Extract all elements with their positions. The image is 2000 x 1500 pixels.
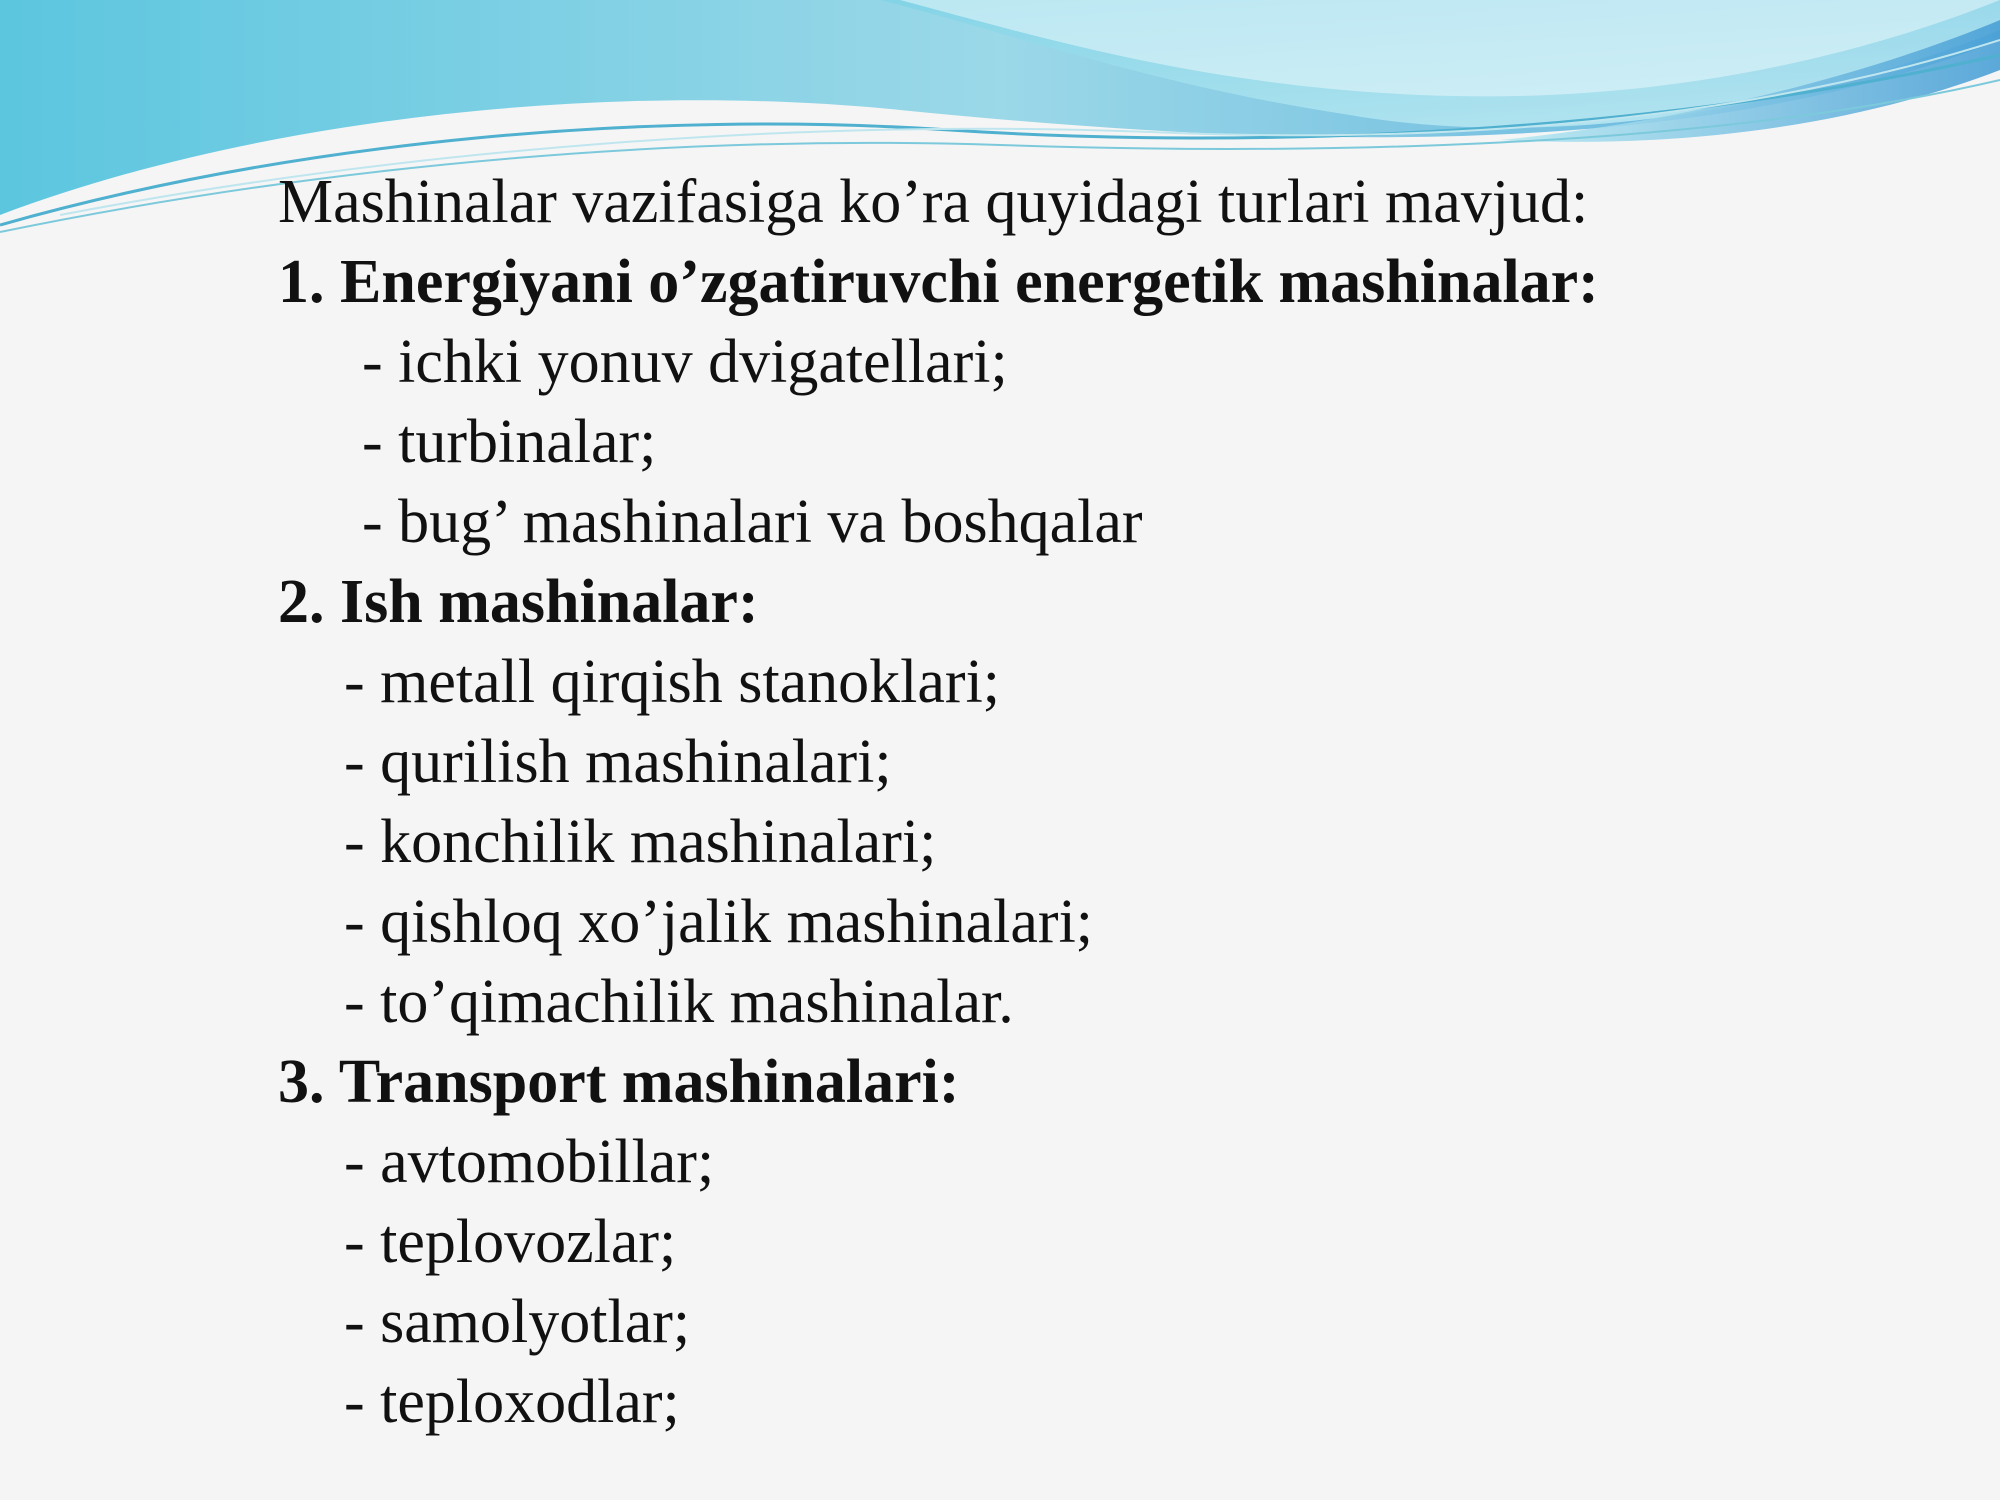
list-item: - ichki yonuv dvigatellari; <box>362 328 1008 396</box>
list-item: - samolyotlar; <box>344 1288 691 1356</box>
list-item: - qurilish mashinalari; <box>344 728 892 796</box>
list-item: - avtomobillar; <box>344 1128 715 1196</box>
list-item: - konchilik mashinalari; <box>344 808 937 876</box>
section-heading-transport: 3. Transport mashinalari: <box>278 1048 960 1116</box>
intro-line: Mashinalar vazifasiga ko’ra quyidagi turlari mavjud: <box>278 168 1589 236</box>
list-item: - bug’ mashinalari va boshqalar <box>362 488 1143 556</box>
list-item: - teplovozlar; <box>344 1208 677 1276</box>
list-item: - to’qimachilik mashinalar. <box>344 968 1014 1036</box>
section-heading-energy: 1. Energiyani o’zgatiruvchi energetik mashinalar: <box>278 248 1599 316</box>
list-item: - qishloq xo’jalik mashinalari; <box>344 888 1094 956</box>
section-heading-work: 2. Ish mashinalar: <box>278 568 759 636</box>
slide-content <box>278 162 1938 1442</box>
list-item: - teploxodlar; <box>344 1368 680 1436</box>
list-item: - metall qirqish stanoklari; <box>344 648 1001 716</box>
list-item: - turbinalar; <box>362 408 657 476</box>
